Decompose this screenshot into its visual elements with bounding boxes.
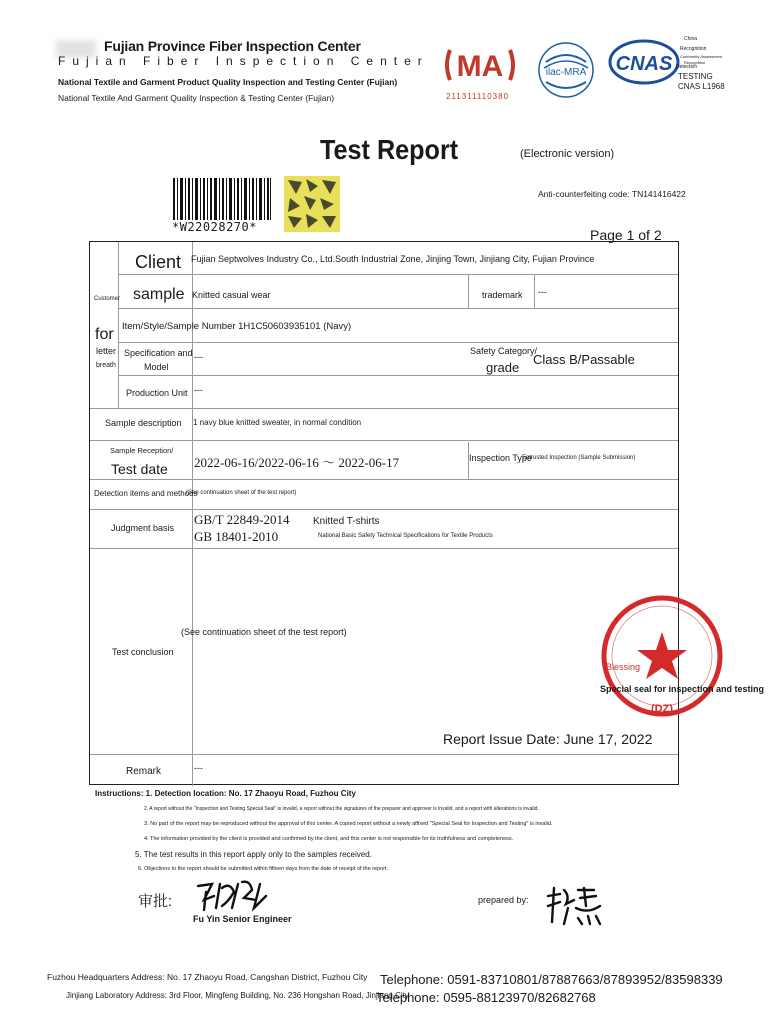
cnas-number: CNAS L1968	[678, 82, 725, 91]
remark-value: ---	[194, 763, 203, 773]
detection-items-value: (See continuation sheet of the test report)	[186, 490, 297, 496]
instruction-item: 3. No part of the report may be reproduced without the approval of this center. A copied report without a newly affixed "Special Seal for Inspection and Testing" is invalid.	[144, 821, 553, 827]
cnas-tiny-text: Conformity Assessment	[680, 54, 723, 59]
inspection-type-value: Entrusted Inspection (Sample Submission)	[522, 455, 636, 461]
safety-category-label: Safety Category/	[470, 346, 538, 356]
cnas-tiny-text: Recognition	[680, 46, 707, 52]
breath-label: breath	[96, 362, 116, 369]
svg-text:ilac-MRA: ilac-MRA	[545, 67, 587, 78]
instruction-item: 2. A report without the "Inspection and Testing Special Seal" is invalid, a report without the signatures of the preparer and approver is invalid, and a report with alterations is invalid.	[144, 806, 539, 812]
report-edition: (Electronic version)	[520, 148, 615, 160]
barcode-icon	[172, 178, 272, 220]
remark-label: Remark	[126, 766, 162, 777]
sample-description-value: 1 navy blue knitted sweater, in normal condition	[193, 418, 362, 427]
lab-address: Jinjiang Laboratory Address: 3rd Floor, Mingfeng Building, No. 236 Hongshan Road, Jinjiang City	[66, 991, 409, 1000]
instruction-item: 5. The test results in this report apply only to the samples received.	[135, 850, 372, 859]
instruction-item: 6. Objections to the report should be submitted within fifteen days from the date of receipt of the report.	[138, 866, 389, 872]
test-dates-value: 2022-06-16/2022-06-16 ～ 2022-06-17	[194, 455, 400, 470]
judgment-standard-2-desc: National Basic Safety Technical Specifications for Textile Products	[318, 533, 493, 539]
lab-phone: Telephone: 0595-88123970/82682768	[376, 990, 596, 1005]
anti-counterfeit-code: Anti-counterfeiting code: TN141416422	[538, 189, 686, 199]
sample-reception-label: Sample Reception/	[110, 446, 174, 455]
spec-label-2: Model	[144, 362, 169, 372]
for-label: for	[95, 326, 114, 343]
approver-signature-icon	[194, 878, 270, 914]
approver-name: Fu Yin Senior Engineer	[193, 914, 292, 924]
seal-blessing-text: Blessing	[606, 662, 641, 672]
page-number: Page 1 of 2	[590, 227, 662, 243]
ilac-mra-logo-icon	[536, 40, 596, 100]
prepared-by-label: prepared by:	[478, 895, 529, 905]
center-name: Fujian Province Fiber Inspection Center	[104, 38, 361, 54]
client-label: Client	[135, 252, 182, 272]
safety-category-value: Class B/Passable	[533, 352, 635, 367]
item-style-number: Item/Style/Sample Number 1H1C50603935101 (Navy)	[122, 321, 352, 332]
trademark-label: trademark	[482, 290, 523, 300]
sample-value: Knitted casual wear	[192, 290, 271, 300]
detection-items-label: Detection items and methods	[94, 489, 198, 498]
test-conclusion-value: (See continuation sheet of the test report)	[181, 627, 347, 637]
inspection-type-label: Inspection Type	[469, 453, 532, 463]
judgment-basis-label: Judgment basis	[111, 523, 175, 533]
letter-label: letter	[96, 346, 117, 356]
judgment-standard-1-desc: Knitted T-shirts	[313, 516, 380, 527]
sample-label: sample	[133, 286, 185, 303]
svg-text:CNAS: CNAS	[615, 53, 673, 75]
national-center-line2: National Textile And Garment Quality Inspection & Testing Center (Fujian)	[58, 93, 335, 103]
spec-value: ---	[194, 352, 203, 362]
seal-dz-text: (DZ)	[651, 703, 673, 715]
preparer-signature-icon	[544, 884, 604, 928]
spec-label-1: Specification and	[124, 348, 193, 358]
hq-phone: Telephone: 0591-83710801/87887663/87893952/83598339	[380, 972, 723, 987]
qr-code-icon	[284, 176, 340, 232]
instructions-heading: Instructions: 1. Detection location: No. 17 Zhaoyu Road, Fuzhou City	[95, 789, 356, 798]
approver-label: 审批:	[138, 893, 173, 910]
seal-special-text: Special seal for inspection and testing	[600, 684, 765, 694]
svg-text:MA: MA	[456, 50, 504, 83]
production-unit-label: Production Unit	[126, 388, 188, 398]
center-name-spaced: Fujian Fiber Inspection Center	[58, 54, 429, 68]
barcode-number: *W22028270*	[172, 220, 257, 234]
judgment-standard-1: GB/T 22849-2014	[194, 512, 290, 527]
judgment-standard-2: GB 18401-2010	[194, 529, 279, 544]
hq-address: Fuzhou Headquarters Address: No. 17 Zhaoyu Road, Cangshan District, Fuzhou City	[47, 972, 368, 982]
cnas-tiny-text: Recognition	[684, 60, 706, 65]
cnas-logo-icon	[608, 38, 688, 86]
test-date-label: Test date	[111, 461, 168, 477]
trademark-value: ---	[538, 287, 547, 297]
national-center-line1: National Textile and Garment Product Quality Inspection and Testing Center (Fujian)	[58, 77, 398, 87]
sample-description-label: Sample description	[105, 418, 182, 428]
test-conclusion-label: Test conclusion	[112, 647, 174, 657]
report-title: Test Report	[320, 134, 459, 165]
cnas-tiny-text: China	[684, 36, 698, 42]
cma-number: 211311110380	[446, 92, 510, 101]
cnas-tiny-text: Detection	[676, 64, 698, 70]
report-issue-date: Report Issue Date: June 17, 2022	[443, 731, 653, 747]
production-unit-value: ---	[194, 385, 203, 395]
inspection-seal-icon	[600, 594, 730, 724]
cnas-testing-label: TESTING	[678, 72, 713, 81]
grade-label: grade	[486, 360, 520, 375]
customer-small-label: Customer	[94, 296, 121, 302]
cma-logo-icon	[440, 40, 520, 90]
instruction-item: 4. The information provided by the client is provided and confirmed by the client, and this center is not responsible for its truthfulness and completeness.	[144, 836, 514, 842]
client-value: Fujian Septwolves Industry Co., Ltd.South Industrial Zone, Jinjing Town, Jinjiang City, Fujian Province	[191, 254, 595, 264]
